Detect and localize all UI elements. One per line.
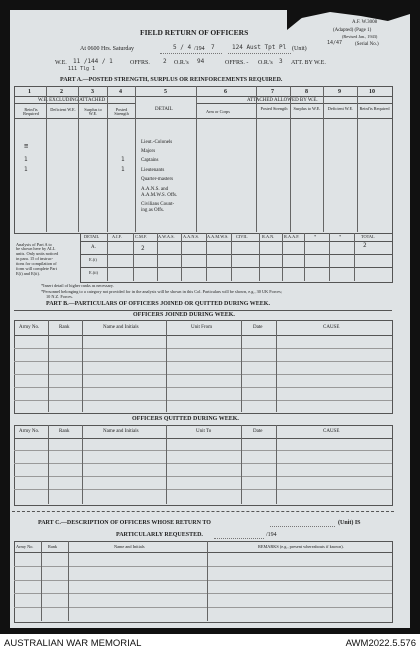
hw-aif-a: 2 <box>141 245 145 252</box>
analysis-text-0: Analysis of Part A to <box>16 242 52 247</box>
joined-title: OFFICERS JOINED DURING WEEK. <box>133 312 235 318</box>
joined-head-date: Date <box>253 325 263 330</box>
joined-head-name: Name and Initials <box>103 325 139 330</box>
date-value: 5 / 4 <box>173 44 192 51</box>
footnote-1: *Insert detail of higher ranks as necessary. <box>41 283 114 288</box>
rank-aans: A.A.N.S. and <box>141 187 169 192</box>
form-revised: (Revised Jan., 1943) <box>342 34 378 39</box>
analysis-head-aamws: A.A.M.W.S. <box>207 234 229 239</box>
rank-civilians-2: ing as Offs. <box>141 208 165 213</box>
year-label: /194 <box>194 46 205 52</box>
head-surplus-att: Surplus to W.E. <box>293 106 321 111</box>
offrs-value: 2 <box>163 58 167 65</box>
analysis-row-a: A. <box>91 245 96 250</box>
hw-mark: ≡ <box>24 142 29 150</box>
we-excluding-attached: W.E. EXCLUDING ATTACHED <box>38 98 106 103</box>
part-c-head-army-no: Army No. <box>16 544 34 549</box>
col-number-6: 6 <box>224 89 227 95</box>
offrs2-label: OFFRS. - <box>225 60 249 66</box>
quitted-head-unit-to: Unit To <box>196 429 212 434</box>
col-number-9: 9 <box>338 89 341 95</box>
quitted-head-army-no: Army No. <box>19 429 40 434</box>
hw-col1-captains: 1 <box>24 156 28 163</box>
quitted-head-cause: CAUSE <box>323 429 340 434</box>
part-a-title: PART A.—POSTED STRENGTH, SURPLUS OR REINFORCEMENTS REQUIRED. <box>60 77 283 83</box>
analysis-head-star-2: * <box>339 234 342 239</box>
form-title: FIELD RETURN OF OFFICERS <box>140 28 249 37</box>
caption-bar <box>0 634 420 653</box>
hw-col4-lieutenants: 1 <box>121 166 125 173</box>
analysis-text-2: units. Only units noticed <box>16 251 59 256</box>
ors2-label: O.R.'s <box>258 60 273 66</box>
analysis-head-aif: A.I.F. <box>112 234 122 239</box>
unit-value: 124 Aust Tpt Pl <box>232 44 287 51</box>
head-arm-corps: Arm or Corps <box>206 109 230 114</box>
analysis-text-5: form will complete Part <box>16 266 57 271</box>
quitted-title: OFFICERS QUITTED DURING WEEK. <box>132 416 239 422</box>
serial-number-value: 14/47 <box>327 40 343 46</box>
col-number-10: 10 <box>369 89 375 95</box>
rank-lt-colonels: Lieut.-Colonels <box>141 140 173 145</box>
analysis-head-raaf: R.A.A.F. <box>284 234 300 239</box>
footer-institution: AUSTRALIAN WAR MEMORIAL <box>4 638 142 649</box>
rank-quarter-masters: Quarter-masters <box>141 177 174 182</box>
rank-lieutenants: Lieutenants <box>141 168 165 173</box>
we-value: 11 /144 / 1 <box>73 58 113 65</box>
col-number-7: 7 <box>271 89 274 95</box>
joined-head-rank: Rank <box>59 325 70 330</box>
footnote-3: 10 N.Z. Forces. <box>46 294 73 299</box>
analysis-head-star-1: * <box>314 234 317 239</box>
hw-col1-lieutenants: 1 <box>24 166 28 173</box>
analysis-head-civil: CIVIL <box>236 234 248 239</box>
part-c-head-remarks: REMARKS (e.g., present whereabouts if known). <box>258 544 344 549</box>
footnote-2: *Personnel belonging to a category not provided for in the analysis will be shown in this Col. Particulars will be shown, e.g., 30 UK Forces; <box>41 289 282 294</box>
serial-label: (Serial No.) <box>355 42 379 47</box>
army-form-number: A.F. W.3008 <box>352 20 378 25</box>
we-value-2: 111 Tlg 1 <box>68 66 96 72</box>
rank-aamws: A.A.M.W.S. Offs. <box>141 193 178 198</box>
head-posted-strength: Posted Strength <box>114 107 129 117</box>
hw-col4-captains: 1 <box>121 156 125 163</box>
head-reinfts-required: Reinf'ts Required <box>23 107 39 117</box>
ors2-value: 3 <box>279 58 283 65</box>
analysis-text-3: in para. 15 of instruc- <box>16 256 54 261</box>
hw-total-a: 2 <box>363 242 367 249</box>
part-c-unit-is: (Unit) IS <box>338 520 361 526</box>
col-number-1: 1 <box>28 89 31 95</box>
col-number-2: 2 <box>60 89 63 95</box>
quitted-head-name: Name and Initials <box>103 429 139 434</box>
quitted-head-date: Date <box>253 429 263 434</box>
col-number-3: 3 <box>91 89 94 95</box>
analysis-head-awas: A.W.A.S. <box>158 234 175 239</box>
analysis-head-total: TOTAL <box>361 234 375 239</box>
analysis-row-ei: E.(i) <box>89 257 97 262</box>
part-c-line-1: PART C.—DESCRIPTION OF OFFICERS WHOSE RETURN TO <box>38 520 211 526</box>
quitted-head-rank: Rank <box>59 429 70 434</box>
detail-head: DETAIL <box>155 107 173 112</box>
col-number-5: 5 <box>164 89 167 95</box>
col-number-4: 4 <box>119 89 122 95</box>
analysis-text-6: E(i) and E(ii). <box>16 271 40 276</box>
form-adapted: (Adapted) (Page 1) <box>333 28 372 33</box>
part-c-head-name: Name and Initials <box>114 544 145 549</box>
rank-civilians: Civilians Count- <box>141 202 175 207</box>
part-c-table <box>14 541 393 623</box>
joined-head-cause: CAUSE <box>323 325 340 330</box>
head-deficient-we: Deficient W.E. <box>50 107 76 112</box>
head-surplus-we: Surplus to W.E. <box>84 107 102 117</box>
analysis-row-eii: E.(ii) <box>89 270 98 275</box>
col-number-8: 8 <box>305 89 308 95</box>
head-posted-strength-att: Posted Strength <box>260 106 288 111</box>
part-b-title: PART B.—PARTICULARS OF OFFICERS JOINED OR QUITTED DURING WEEK. <box>46 301 270 307</box>
ors-label: O.R.'s <box>174 60 189 66</box>
analysis-head-cmf: C.M.F. <box>135 234 147 239</box>
head-deficient-att: Deficient W.E. <box>327 106 354 111</box>
offrs-label: OFFRS. <box>130 60 150 66</box>
head-reinfts-att: Reinf'ts Required <box>359 106 390 111</box>
we-label: W.E. <box>55 60 67 66</box>
analysis-head-aans: A.A.N.S. <box>183 234 199 239</box>
analysis-head-detail: DETAIL <box>84 234 100 239</box>
analysis-text-4: tions for compilation of <box>16 261 57 266</box>
rank-captains: Captains <box>141 158 159 163</box>
joined-head-unit-from: Unit From <box>191 325 212 330</box>
att-label: ATT. BY W.E. <box>291 60 326 66</box>
unit-label: (Unit) <box>292 46 307 52</box>
joined-head-army-no: Army No. <box>19 325 40 330</box>
attached-allowed: ATTACHED ALLOWED BY W.E. <box>247 98 318 103</box>
part-c-head-rank: Rank <box>48 544 58 549</box>
ors-value: 94 <box>197 58 205 65</box>
rank-majors: Majors <box>141 149 156 154</box>
at-hours-label: At 0600 Hrs. Saturday <box>80 46 134 52</box>
part-c-line-2: PARTICULARLY REQUESTED. <box>116 532 203 538</box>
year-value: 7 <box>211 44 215 51</box>
analysis-text-1: be shown here by ALL <box>16 246 56 251</box>
analysis-head-ran: R.A.N. <box>262 234 275 239</box>
footer-accession: AWM2022.5.576 <box>345 638 416 649</box>
part-c-year: /194 <box>266 532 277 538</box>
